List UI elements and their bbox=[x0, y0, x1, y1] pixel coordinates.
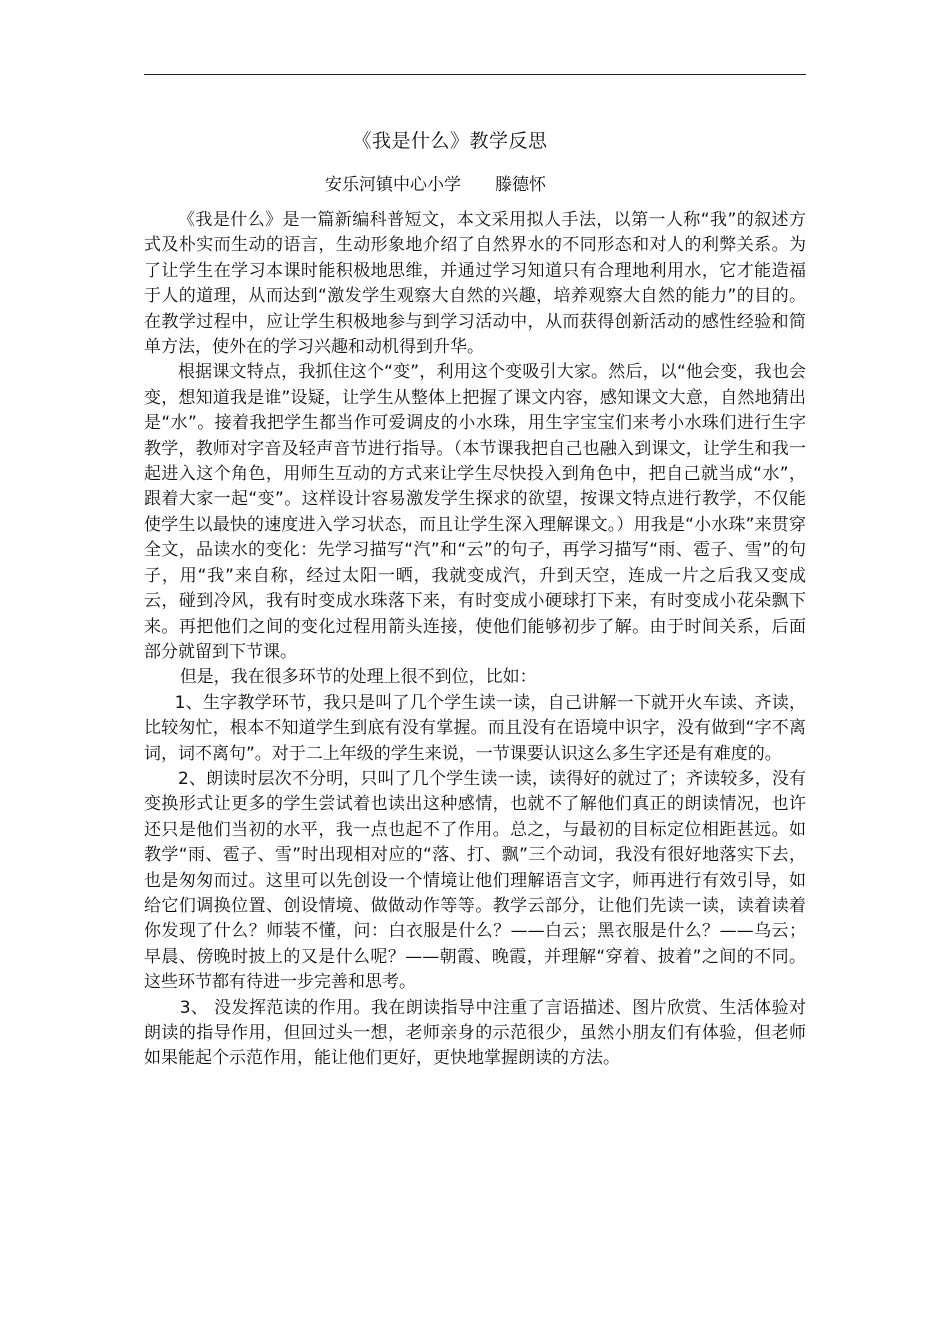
paragraph-intro: 《我是什么》是一篇新编科普短文，本文采用拟人手法，以第一人称“我”的叙述方式及朴实而生动的语言，生动形象地介绍了自然界水的不同形态和对人的利弊关系。为了让学生在学习本课时能积极地思维，并通过学习知道只有合理地利用水，它才能造福于人的道理，从而达到“激发学生观察大自然的兴趣，培养观察大自然的能力”的目的。在教学过程中，应让学生积极地参与到学习活动中，从而获得创新活动的感性经验和简单方法，使外在的学习兴趣和动机得到升华。 bbox=[144, 210, 806, 358]
paragraph-method: 根据课文特点，我抓住这个“变”，利用这个变吸引大家。然后，以“他会变，我也会变，想知道我是谁”设疑，让学生从整体上把握了课文内容，感知课文大意，自然地猜出是“水”。接着我把学生都当作可爱调皮的小水珠，用生字宝宝们来考小水珠们进行生字教学，教师对字音及轻声音节进行指导。（本节课我把自己也融入到课文，让学生和我一起进入这个角色，用师生互动的方式来让学生尽快投入到角色中，把自己就当成“水”，跟着大家一起“变”。这样设计容易激发学生探求的欲望，按课文特点进行教学，不仅能使学生以最快的速度进入学习状态，而且让学生深入理解课文。）用我是“小水珠”来贯穿全文，品读水的变化：先学习描写“汽”和“云”的句子，再学习描写“雨、雹子、雪”的句子，用“我”来自称，经过太阳一晒，我就变成汽，升到天空，连成一片之后我又变成云，碰到冷风，我有时变成水珠落下来，有时变成小硬球打下来，有时变成小花朵飘下来。再把他们之间的变化过程用箭头连接，使他们能够初步了解。由于时间关系，后面部分就留到下节课。 bbox=[144, 362, 806, 662]
document-title: 《我是什么》教学反思 bbox=[352, 130, 548, 152]
paragraph-point-3: 3、 没发挥范读的作用。我在朗读指导中注重了言语描述、图片欣赏、生活体验对朗读的指导作用，但回过头一想，老师亲身的示范很少，虽然小朋友们有体验，但老师如果能起个示范作用，能让他们更好，更快地掌握朗读的方法。 bbox=[144, 997, 806, 1069]
document-body bbox=[144, 208, 806, 1072]
paragraph-point-2: 2、朗读时层次不分明，只叫了几个学生读一读，读得好的就过了；齐读较多，没有变换形式让更多的学生尝试着也读出这种感情，也就不了解他们真正的朗读情况，也许还只是他们当初的水平，我一点也起不了作用。总之，与最初的目标定位相距甚远。如教学“雨、雹子、雪”时出现相对应的“落、打、飘”三个动词，我没有很好地落实下去，也是匆匆而过。这里可以先创设一个情境让他们理解语言文字，师再进行有效引导，如给它们调换位置、创设情境、做做动作等等。教学云部分，让他们先读一读，读着读着你发现了什么？师装不懂，问：白衣服是什么？——白云；黑衣服是什么？——乌云；早晨、傍晚时披上的又是什么呢？——朝霞、晚霞，并理解“穿着、披着”之间的不同。这些环节都有待进一步完善和思考。 bbox=[144, 768, 806, 993]
header-rule bbox=[144, 74, 806, 75]
paragraph-shortcomings-lead: 但是，我在很多环节的处理上很不到位，比如： bbox=[179, 667, 537, 688]
paragraph-point-1: 1、生字教学环节，我只是叫了几个学生读一读，自己讲解一下就开火车读、齐读，比较匆忙，根本不知道学生到底有没有掌握。而且没有在语境中识字，没有做到“字不离词，词不离句”。对于二上年级的学生来说，一节课要认识这么多生字还是有难度的。 bbox=[144, 692, 806, 764]
author-byline: 安乐河镇中心小学 滕德怀 bbox=[325, 175, 546, 195]
